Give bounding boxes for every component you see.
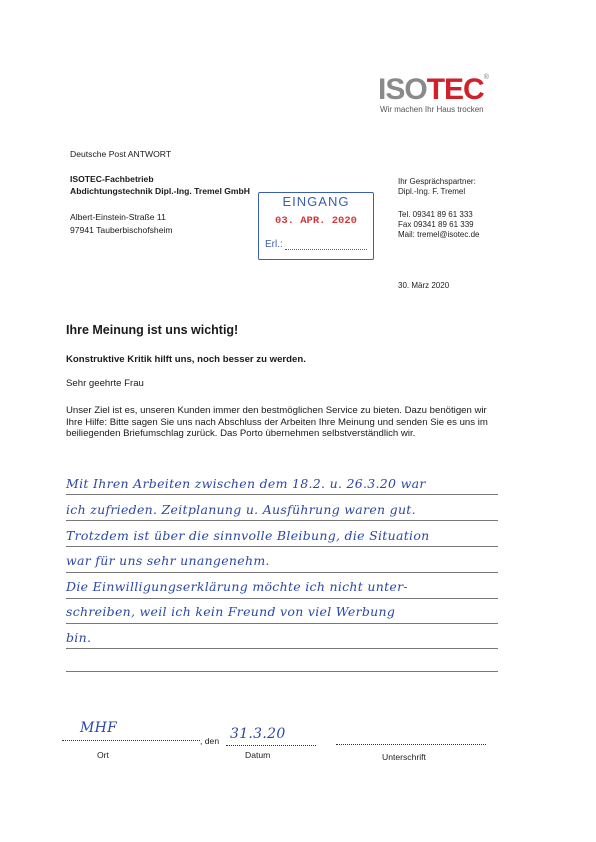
contact-name: Dipl.-Ing. F. Tremel (398, 187, 466, 196)
writing-line (66, 572, 498, 573)
handwritten-line: bin. (66, 630, 92, 645)
contact-tel: Tel. 09341 89 61 333 (398, 210, 473, 219)
handwritten-line: Trotzdem ist über die sinnvolle Bleibung, die Situation (66, 528, 430, 543)
date-value: 31.3.20 (230, 726, 286, 742)
date-label: Datum (245, 750, 271, 760)
writing-line (66, 623, 498, 624)
sender-line: Deutsche Post ANTWORT (70, 149, 172, 159)
writing-line (66, 546, 498, 547)
stamp-erl-line (285, 249, 367, 250)
contact-label: Ihr Gesprächspartner: (398, 177, 476, 186)
handwritten-line: schreiben, weil ich kein Freund von viel Werbung (66, 604, 396, 619)
page-title: Ihre Meinung ist uns wichtig! (66, 323, 239, 337)
stamp-title: EINGANG (282, 194, 350, 209)
writing-line (66, 520, 498, 521)
writing-line (66, 494, 498, 495)
handwritten-line: war für uns sehr unangenehm. (66, 553, 270, 568)
signature-line (336, 744, 486, 745)
subheadline: Konstruktive Kritik hilft uns, noch besser zu werden. (66, 354, 306, 365)
stamp-date: 03. APR. 2020 (275, 215, 357, 227)
handwritten-line: Mit Ihren Arbeiten zwischen dem 18.2. u. 26.3.20 war (66, 476, 426, 491)
place-line (62, 740, 200, 741)
writing-line (66, 671, 498, 672)
stamp-erl-label: Erl.: (265, 239, 283, 250)
body-text: Unser Ziel ist es, unseren Kunden immer den bestmöglichen Service zu bieten. Dazu benötigen wir Ihre Hilfe: Bitte sagen Sie uns nach Abschluss der Arbeiten Ihre Meinung und senden Sie es uns im beiliegenden Briefumschlag zurück. Das Porto übernehmen selbstverständlich wir. (66, 405, 488, 439)
recipient-line1: ISOTEC-Fachbetrieb (70, 174, 154, 184)
date-line (226, 745, 316, 746)
logo-tec: TEC (426, 73, 484, 106)
place-value: MHF (80, 720, 118, 736)
contact-fax: Fax 09341 89 61 339 (398, 220, 474, 229)
place-label: Ort (97, 750, 109, 760)
handwritten-line: Die Einwilligungserklärung möchte ich nicht unter- (66, 579, 408, 594)
signature-label: Unterschrift (382, 752, 426, 762)
logo-slogan: Wir machen Ihr Haus trocken (380, 105, 484, 114)
recipient-city: 97941 Tauberbischofsheim (70, 225, 173, 235)
isotec-logo (378, 74, 510, 106)
recipient-line2: Abdichtungstechnik Dipl.-Ing. Tremel GmbH (70, 186, 251, 196)
salutation: Sehr geehrte Frau (66, 378, 144, 389)
writing-line (66, 598, 498, 599)
comma-den: , den (200, 736, 220, 746)
logo-iso: ISO (378, 73, 427, 106)
logo-registered: ® (483, 74, 489, 81)
received-stamp (258, 192, 374, 260)
writing-line (66, 648, 498, 649)
letter-date: 30. März 2020 (398, 281, 450, 290)
contact-mail: Mail: tremel@isotec.de (398, 230, 480, 239)
recipient-street: Albert-Einstein-Straße 11 (70, 212, 166, 222)
handwritten-line: ich zufrieden. Zeitplanung u. Ausführung waren gut. (66, 502, 416, 517)
